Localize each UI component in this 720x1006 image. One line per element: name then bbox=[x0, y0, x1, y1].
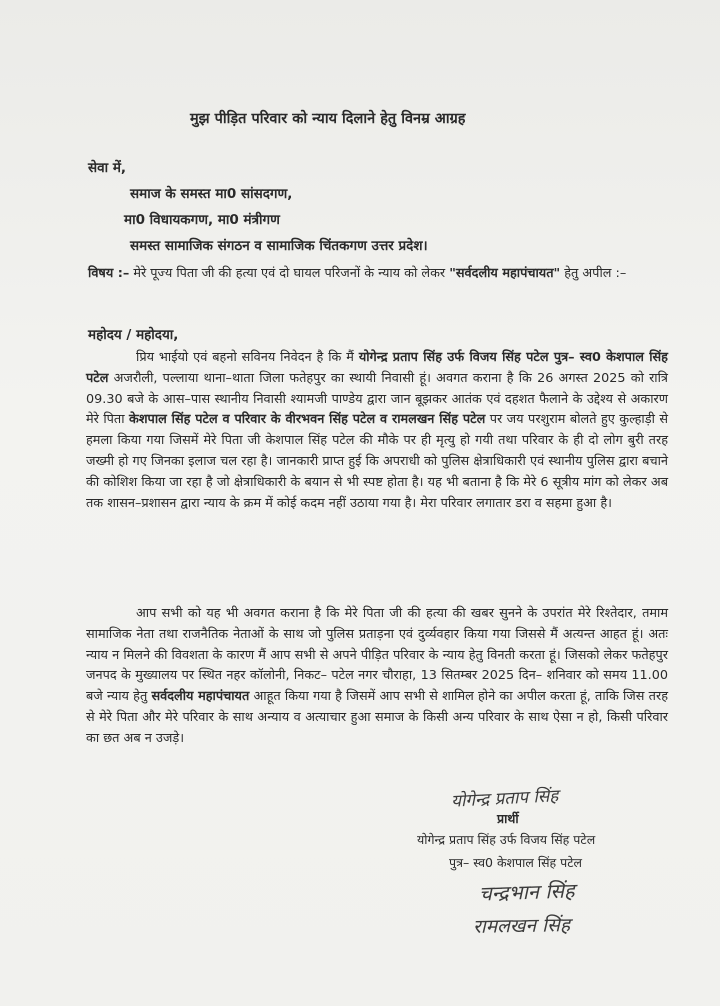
greeting: महोदय / महोदया, bbox=[88, 327, 179, 343]
subject-label: विषय :– bbox=[88, 266, 130, 281]
p1-bold-2: केशपाल सिंह पटेल व परिवार के वीरभवन सिंह पटेल व रामलखन सिंह पटेल bbox=[129, 412, 486, 428]
subject-text: मेरे पूज्य पिता जी की हत्या एवं दो घायल परिजनों के न्याय को लेकर bbox=[133, 266, 446, 281]
recipient-line: मा0 विधायकगण, मा0 मंत्रीगण bbox=[124, 212, 280, 228]
recipient-line: समाज के समस्त मा0 सांसदगण, bbox=[130, 186, 293, 202]
subject-tail: हेतु अपील :– bbox=[564, 266, 627, 281]
p1-text-3: पर जय परशुराम बोलते हुए कुल्हाड़ी से हमला किया गया जिसमें मेरे पिता जी केशपाल सिंह पटेल की मौके पर ही मृत्यु हो गयी तथा परिवार के ही दो लोग बुरी तरह जख्मी हो गए जिनका इलाज चल रहा है। जानकारी प्राप्त हुई कि अपराधी को पुलिस क्षेत्राधिकारी एवं स्थानीय पुलिस द्वारा बचाने की कोशिश किया जा रहा है जो क्षेत्राधिकारी के बयान से भी स्पष्ट होता है। यह भी बताना है कि मेरे 6 सूत्रीय मांग को लेकर अब तक शासन–प्रशासन द्वारा न्याय के क्रम में कोई कदम नहीं उठाया गया है। मेरा परिवार लगातार डरा व सहमा हुआ है। bbox=[86, 412, 669, 511]
p1-bold-1: योगेन्द्र प्रताप सिंह उर्फ विजय सिंह पटेल पुत्र– स्व0 केशपाल सिंह पटेल bbox=[86, 350, 668, 386]
recipient-line: समस्त सामाजिक संगठन व सामाजिक चिंतकगण उत्तर प्रदेश। bbox=[130, 238, 428, 254]
subject bbox=[88, 264, 648, 283]
witness-signature-1: चन्द्रभान सिंह bbox=[478, 878, 575, 906]
applicant-signature: योगेन्द्र प्रताप सिंह bbox=[450, 786, 559, 812]
salutation: सेवा में, bbox=[88, 160, 127, 176]
p1-text-2: अजरौली, पल्लाया थाना–थाता जिला फतेहपुर का स्थायी निवासी हूं। अवगत कराना है कि 26 अगस्त 2025 को रात्रि 09.30 बजे के आस–पास स्थानीय निवासी श्यामजी पाण्डेय द्वारा जान बूझकर आतंक एवं दहशत फैलाने के उद्देश्य से अकारण मेरे पिता bbox=[86, 370, 668, 428]
witness-signature-2: रामलखन सिंह bbox=[472, 914, 571, 938]
applicant-parent-line: पुत्र– स्व0 केशपाल सिंह पटेल bbox=[449, 855, 583, 870]
subject-bold: "सर्वदलीय महापंचायत" bbox=[449, 266, 561, 281]
p2-text-2: आहूत किया गया है जिसमें आप सभी से शामिल होने का अपील करता हूं, ताकि जिस तरह से मेरे पिता और मेरे परिवार के साथ अन्याय व अत्याचार हुआ समाज के किसी अन्य परिवार के साथ ऐसा न हो, किसी परिवार का छत अब न उजड़े। bbox=[86, 689, 669, 746]
applicant-name bbox=[417, 828, 595, 874]
p1-text-1: प्रिय भाईयो एवं बहनो सविनय निवेदन है कि मैं bbox=[136, 350, 354, 365]
applicant-name-line: योगेन्द्र प्रताप सिंह उर्फ विजय सिंह पटेल bbox=[417, 832, 596, 847]
p2-text-1: आप सभी को यह भी अवगत कराना है कि मेरे पिता जी की हत्या की खबर सुनने के उपरांत मेरे रिश्तेदार, तमाम सामाजिक नेता तथा राजनैतिक नेताओं के साथ जो पुलिस प्रताड़ना एवं दुर्व्यवहार किया गया जिससे मैं अत्यन्त आहत हूं। अतः न्याय न मिलने की विवशता के कारण मैं आप सभी से अपने पीड़ित परिवार के न्याय हेतु विनती करता हूं। जिसको लेकर फतेहपुर जनपद के मुख्यालय पर स्थित नहर कॉलोनी, निकट– पटेल नगर चौराहा, 13 सितम्बर 2025 दिन– शनिवार को समय 11.00 बजे न्याय हेतु bbox=[86, 606, 668, 705]
letter-title: मुझ पीड़ित परिवार को न्याय दिलाने हेतु विनम्र आग्रह bbox=[190, 111, 466, 127]
applicant-label: प्रार्थी bbox=[497, 811, 519, 826]
p2-bold-1: सर्वदलीय महापंचायत bbox=[151, 689, 250, 705]
recipient-list bbox=[124, 181, 428, 259]
paragraph-1 bbox=[86, 348, 668, 514]
paragraph-2 bbox=[86, 604, 668, 750]
